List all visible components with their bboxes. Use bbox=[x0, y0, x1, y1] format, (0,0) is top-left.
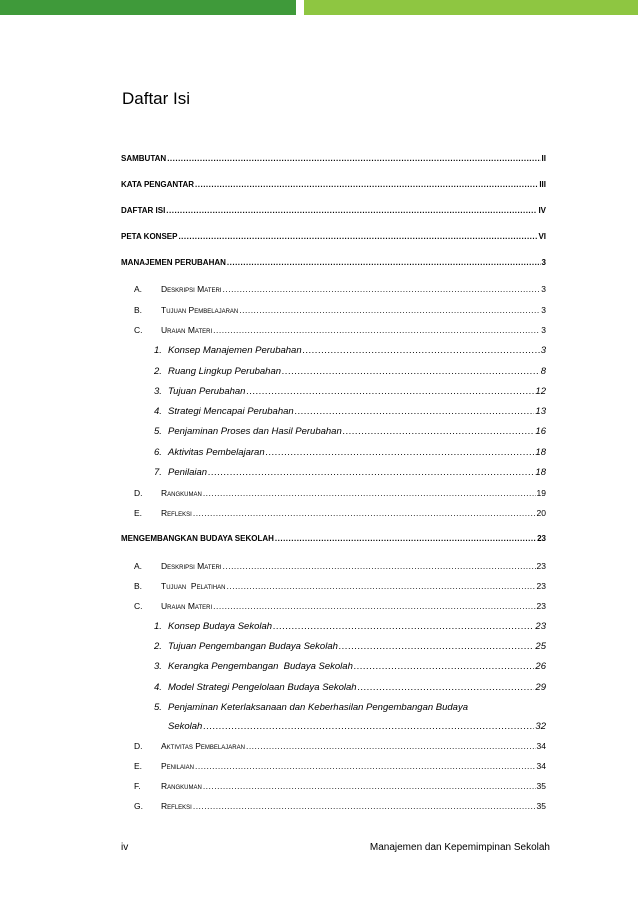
toc-entry[interactable]: PETA KONSEP ..... VI bbox=[121, 232, 546, 241]
toc-entry[interactable]: DAFTAR ISI ..... IV bbox=[121, 206, 546, 215]
toc-entry[interactable]: 2. Tujuan Pengembangan Budaya Sekolah ..... 25 bbox=[154, 641, 546, 652]
footer-book-title: Manajemen dan Kepemimpinan Sekolah bbox=[369, 842, 550, 853]
page-title: Daftar Isi bbox=[122, 89, 191, 108]
toc-entry[interactable]: 2. Ruang Lingkup Perubahan ..... 8 bbox=[154, 366, 546, 377]
toc-entry[interactable]: C. Uraian Materi ..... 3 bbox=[134, 325, 546, 335]
toc-entry[interactable]: E. Refleksi ..... 20 bbox=[134, 508, 546, 518]
toc-entry[interactable]: B. Tujuan Pelatihan ..... 23 bbox=[134, 581, 546, 591]
toc-entry[interactable]: MANAJEMEN PERUBAHAN ..... 3 bbox=[121, 258, 546, 267]
toc-entry[interactable]: C. Uraian Materi ..... 23 bbox=[134, 601, 546, 611]
toc-entry[interactable]: D. Aktivitas Pembelajaran ..... 34 bbox=[134, 741, 546, 751]
toc-entry[interactable]: B. Tujuan Pembelajaran ..... 3 bbox=[134, 305, 546, 315]
toc-entry[interactable]: 5. Penjaminan Proses dan Hasil Perubahan ..... 16 bbox=[154, 426, 546, 437]
toc-entry[interactable]: 1. Konsep Manajemen Perubahan ..... 3 bbox=[154, 345, 546, 356]
header-bar-light bbox=[304, 0, 638, 15]
toc-entry[interactable]: A. Deskripsi Materi ..... 23 bbox=[134, 561, 546, 571]
toc-entry-wrapped-line[interactable]: 5. Penjaminan Keterlaksanaan dan Keberhasilan Pengembangan Budaya bbox=[154, 702, 468, 713]
toc-entry[interactable]: 3. Tujuan Perubahan ..... 12 bbox=[154, 386, 546, 397]
toc-entry[interactable]: MENGEMBANGKAN BUDAYA SEKOLAH ..... 23 bbox=[121, 534, 546, 543]
toc-entry[interactable]: G. Refleksi ..... 35 bbox=[134, 801, 546, 811]
toc-entry[interactable]: SAMBUTAN ..... II bbox=[121, 154, 546, 163]
toc-entry[interactable]: A. Deskripsi Materi ..... 3 bbox=[134, 284, 546, 294]
toc-entry[interactable]: D. Rangkuman ..... 19 bbox=[134, 488, 546, 498]
toc-entry[interactable]: 4. Model Strategi Pengelolaan Budaya Sekolah ..... 29 bbox=[154, 682, 546, 693]
toc-entry[interactable]: 6. Aktivitas Pembelajaran ..... 18 bbox=[154, 447, 546, 458]
toc-entry[interactable]: E. Penilaian ..... 34 bbox=[134, 761, 546, 771]
toc-entry[interactable]: 3. Kerangka Pengembangan Budaya Sekolah ..... 26 bbox=[154, 661, 546, 672]
toc-entry[interactable]: 4. Strategi Mencapai Perubahan ..... 13 bbox=[154, 406, 546, 417]
toc-entry[interactable]: 7. Penilaian ..... 18 bbox=[154, 467, 546, 478]
toc-entry[interactable]: 1. Konsep Budaya Sekolah ..... 23 bbox=[154, 621, 546, 632]
toc-entry[interactable]: Sekolah ..... 32 bbox=[168, 721, 546, 732]
footer-page-number: iv bbox=[121, 842, 129, 853]
toc-entry[interactable]: KATA PENGANTAR ..... III bbox=[121, 180, 546, 189]
header-bar-dark bbox=[0, 0, 296, 15]
toc-entry[interactable]: F. Rangkuman ..... 35 bbox=[134, 781, 546, 791]
